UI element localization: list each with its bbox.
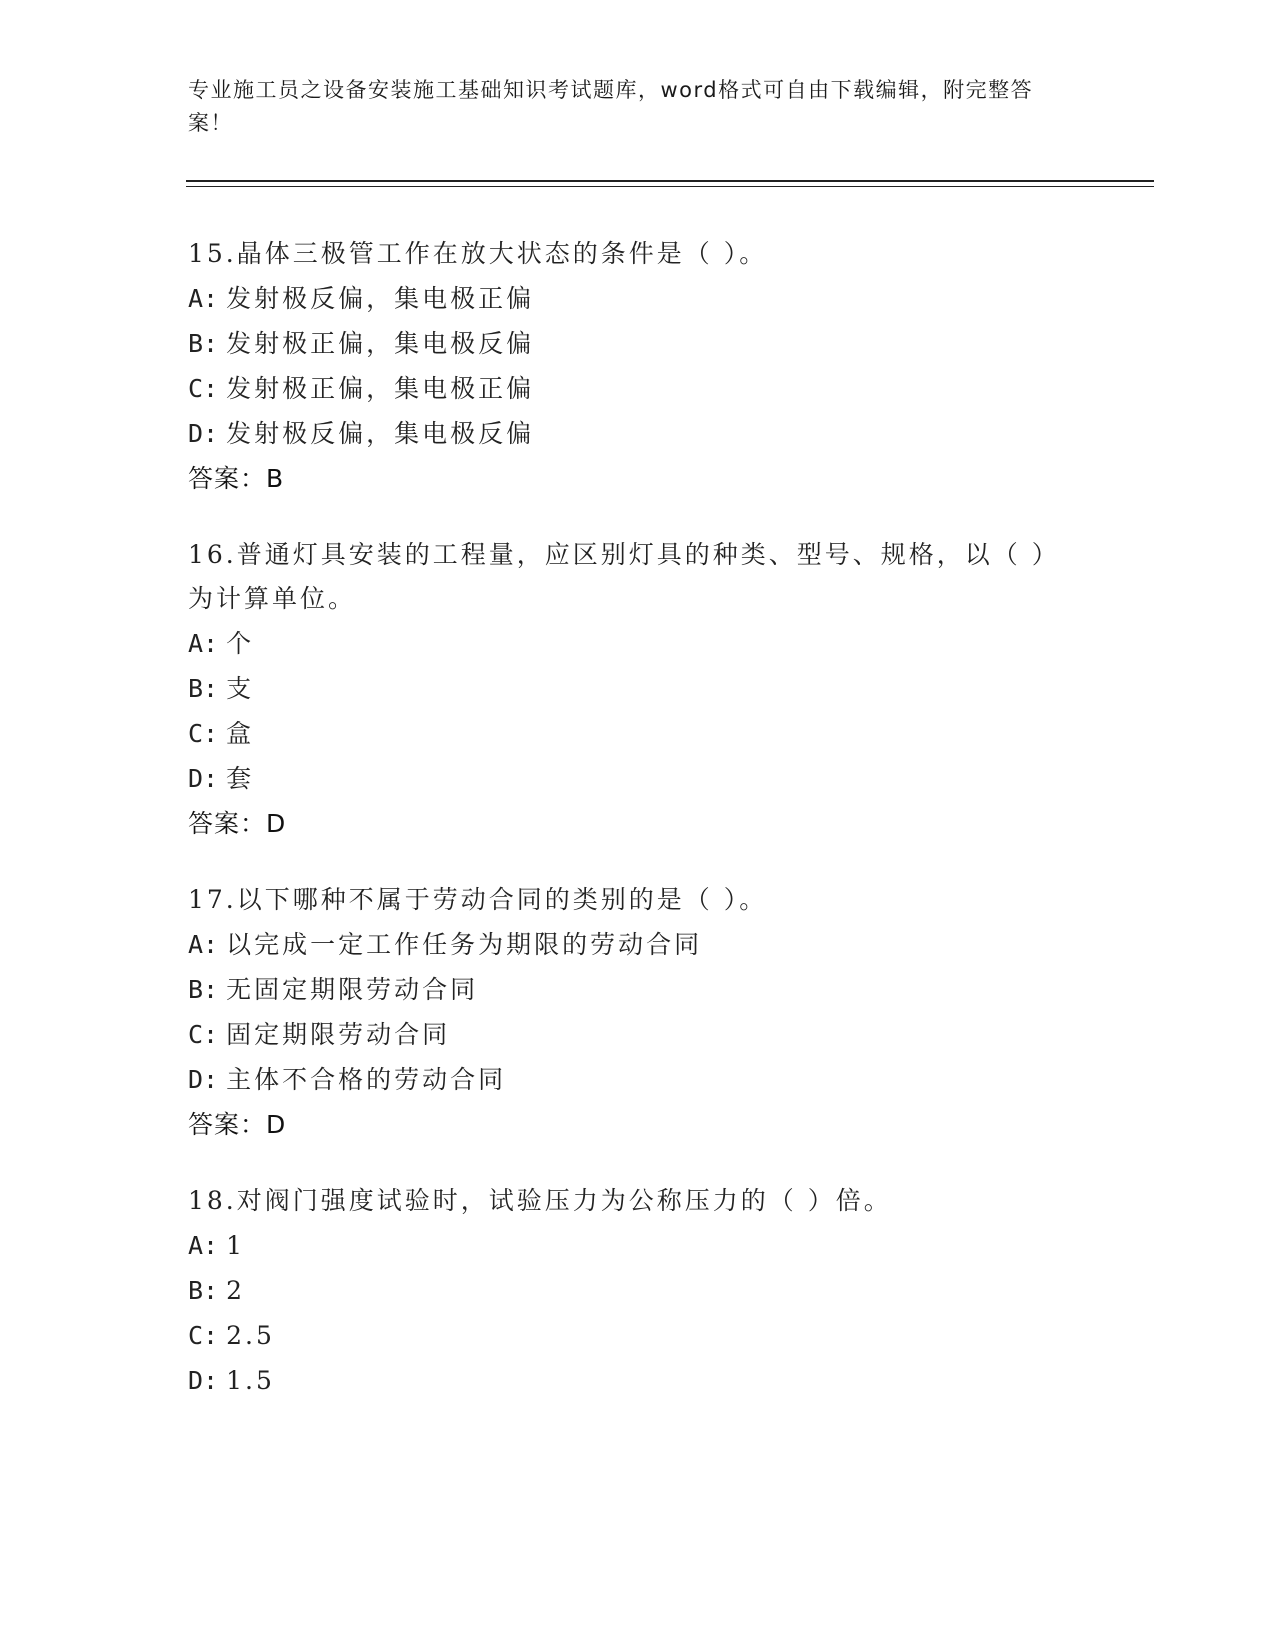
option-letter: C:	[188, 719, 219, 748]
option-a	[188, 1223, 1088, 1268]
option-letter: D:	[188, 1366, 219, 1395]
option-letter: A:	[188, 629, 219, 658]
header-divider-top	[186, 180, 1154, 182]
option-text: 套	[226, 764, 255, 793]
option-text: 固定期限劳动合同	[226, 1020, 451, 1049]
option-text: 发射极反偏，集电极反偏	[226, 419, 535, 448]
option-c	[188, 711, 1088, 756]
option-letter: B:	[188, 329, 219, 358]
option-d	[188, 756, 1088, 801]
option-text: 2.5	[226, 1321, 275, 1350]
option-text: 支	[226, 674, 255, 703]
option-letter: A:	[188, 284, 219, 313]
question-18	[188, 1179, 1088, 1403]
option-text: 1.5	[226, 1366, 275, 1395]
option-text: 个	[226, 629, 255, 658]
option-letter: D:	[188, 419, 219, 448]
option-letter: A:	[188, 1231, 219, 1260]
option-a	[188, 276, 1088, 321]
question-17	[188, 878, 1088, 1147]
option-letter: D:	[188, 1065, 219, 1094]
answer-line: 答案：B	[188, 464, 285, 493]
option-letter: B:	[188, 975, 219, 1004]
option-a	[188, 621, 1088, 666]
option-text: 无固定期限劳动合同	[226, 975, 479, 1004]
option-b	[188, 666, 1088, 711]
option-b	[188, 967, 1088, 1012]
question-list	[188, 232, 1088, 1435]
question-16	[188, 533, 1088, 846]
answer-line: 答案：D	[188, 809, 287, 838]
option-b	[188, 321, 1088, 366]
header-divider-bottom	[186, 186, 1154, 187]
option-text: 发射极正偏，集电极反偏	[226, 329, 535, 358]
option-d	[188, 1057, 1088, 1102]
option-text: 以完成一定工作任务为期限的劳动合同	[226, 930, 703, 959]
question-stem: 15.晶体三极管工作在放大状态的条件是（ ）。	[188, 239, 768, 268]
question-15	[188, 232, 1088, 501]
option-text: 发射极反偏，集电极正偏	[226, 284, 535, 313]
option-text: 发射极正偏，集电极正偏	[226, 374, 535, 403]
option-c	[188, 1313, 1088, 1358]
question-stem: 16.普通灯具安装的工程量，应区别灯具的种类、型号、规格，以（ ）为计算单位。	[188, 540, 1048, 613]
option-d	[188, 411, 1088, 456]
option-d	[188, 1358, 1088, 1403]
question-stem: 18.对阀门强度试验时，试验压力为公称压力的（ ）倍。	[188, 1186, 892, 1215]
option-c	[188, 366, 1088, 411]
option-b	[188, 1268, 1088, 1313]
question-stem: 17.以下哪种不属于劳动合同的类别的是（ ）。	[188, 885, 768, 914]
option-c	[188, 1012, 1088, 1057]
option-a	[188, 922, 1088, 967]
option-letter: B:	[188, 1276, 219, 1305]
document-header	[188, 74, 1068, 140]
option-letter: C:	[188, 1321, 219, 1350]
option-text: 1	[226, 1231, 246, 1260]
option-letter: C:	[188, 374, 219, 403]
option-letter: C:	[188, 1020, 219, 1049]
header-title: 专业施工员之设备安装施工基础知识考试题库，word格式可自由下载编辑，附完整答案！	[188, 78, 1034, 135]
option-letter: A:	[188, 930, 219, 959]
option-text: 2	[226, 1276, 246, 1305]
option-letter: D:	[188, 764, 219, 793]
answer-line: 答案：D	[188, 1110, 287, 1139]
option-text: 主体不合格的劳动合同	[226, 1065, 507, 1094]
option-letter: B:	[188, 674, 219, 703]
option-text: 盒	[226, 719, 255, 748]
